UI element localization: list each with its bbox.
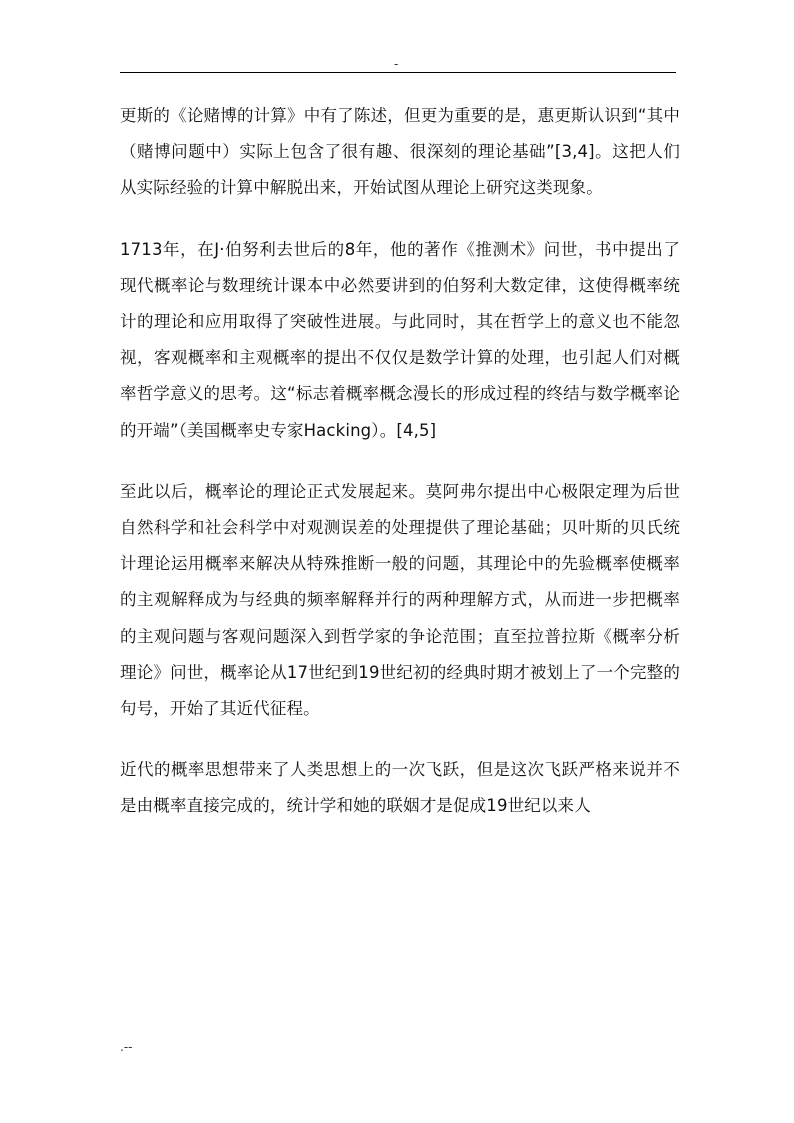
header-rule	[120, 72, 676, 73]
paragraph-1: 更斯的《论赌博的计算》中有了陈述，但更为重要的是，惠更斯认识到“其中（赌博问题中）实际上包含了很有趣、很深刻的理论基础”[3,4]。这把人们从实际经验的计算中解脱出来，开始试图从理论上研究这类现象。	[120, 106, 680, 198]
header-mark: -	[394, 57, 399, 71]
paragraph-3: 至此以后，概率论的理论正式发展起来。莫阿弗尔提出中心极限定理为后世自然科学和社会科学中对观测误差的处理提供了理论基础；贝叶斯的贝氏统计理论运用概率来解决从特殊推断一般的问题，其理论中的先验概率使概率的主观解释成为与经典的频率解释并行的两种理解方式，从而进一步把概率的主观问题与客观问题深入到哲学家的争论范围；直至拉普拉斯《概率分析理论》问世，概率论从17世纪到19世纪初的经典时期才被划上了一个完整的句号，开始了其近代征程。	[120, 481, 680, 719]
paragraph-2: 1713年，在J·伯努利去世后的8年，他的著作《推测术》问世，书中提出了现代概率论与数理统计课本中必然要讲到的伯努利大数定律，这使得概率统计的理论和应用取得了突破性进展。与此同时，其在哲学上的意义也不能忽视，客观概率和主观概率的提出不仅仅是数学计算的处理，也引起人们对概率哲学意义的思考。这“标志着概率概念漫长的形成过程的终结与数学概率论的开端”（美国概率史专家Hacking）。[4,5]	[120, 239, 680, 440]
paragraph-4: 近代的概率思想带来了人类思想上的一次飞跃，但是这次飞跃严格来说并不是由概率直接完成的，统计学和她的联姻才是促成19世纪以来人	[120, 760, 680, 816]
footer-mark: .--	[120, 1040, 133, 1054]
body-text	[120, 98, 680, 850]
